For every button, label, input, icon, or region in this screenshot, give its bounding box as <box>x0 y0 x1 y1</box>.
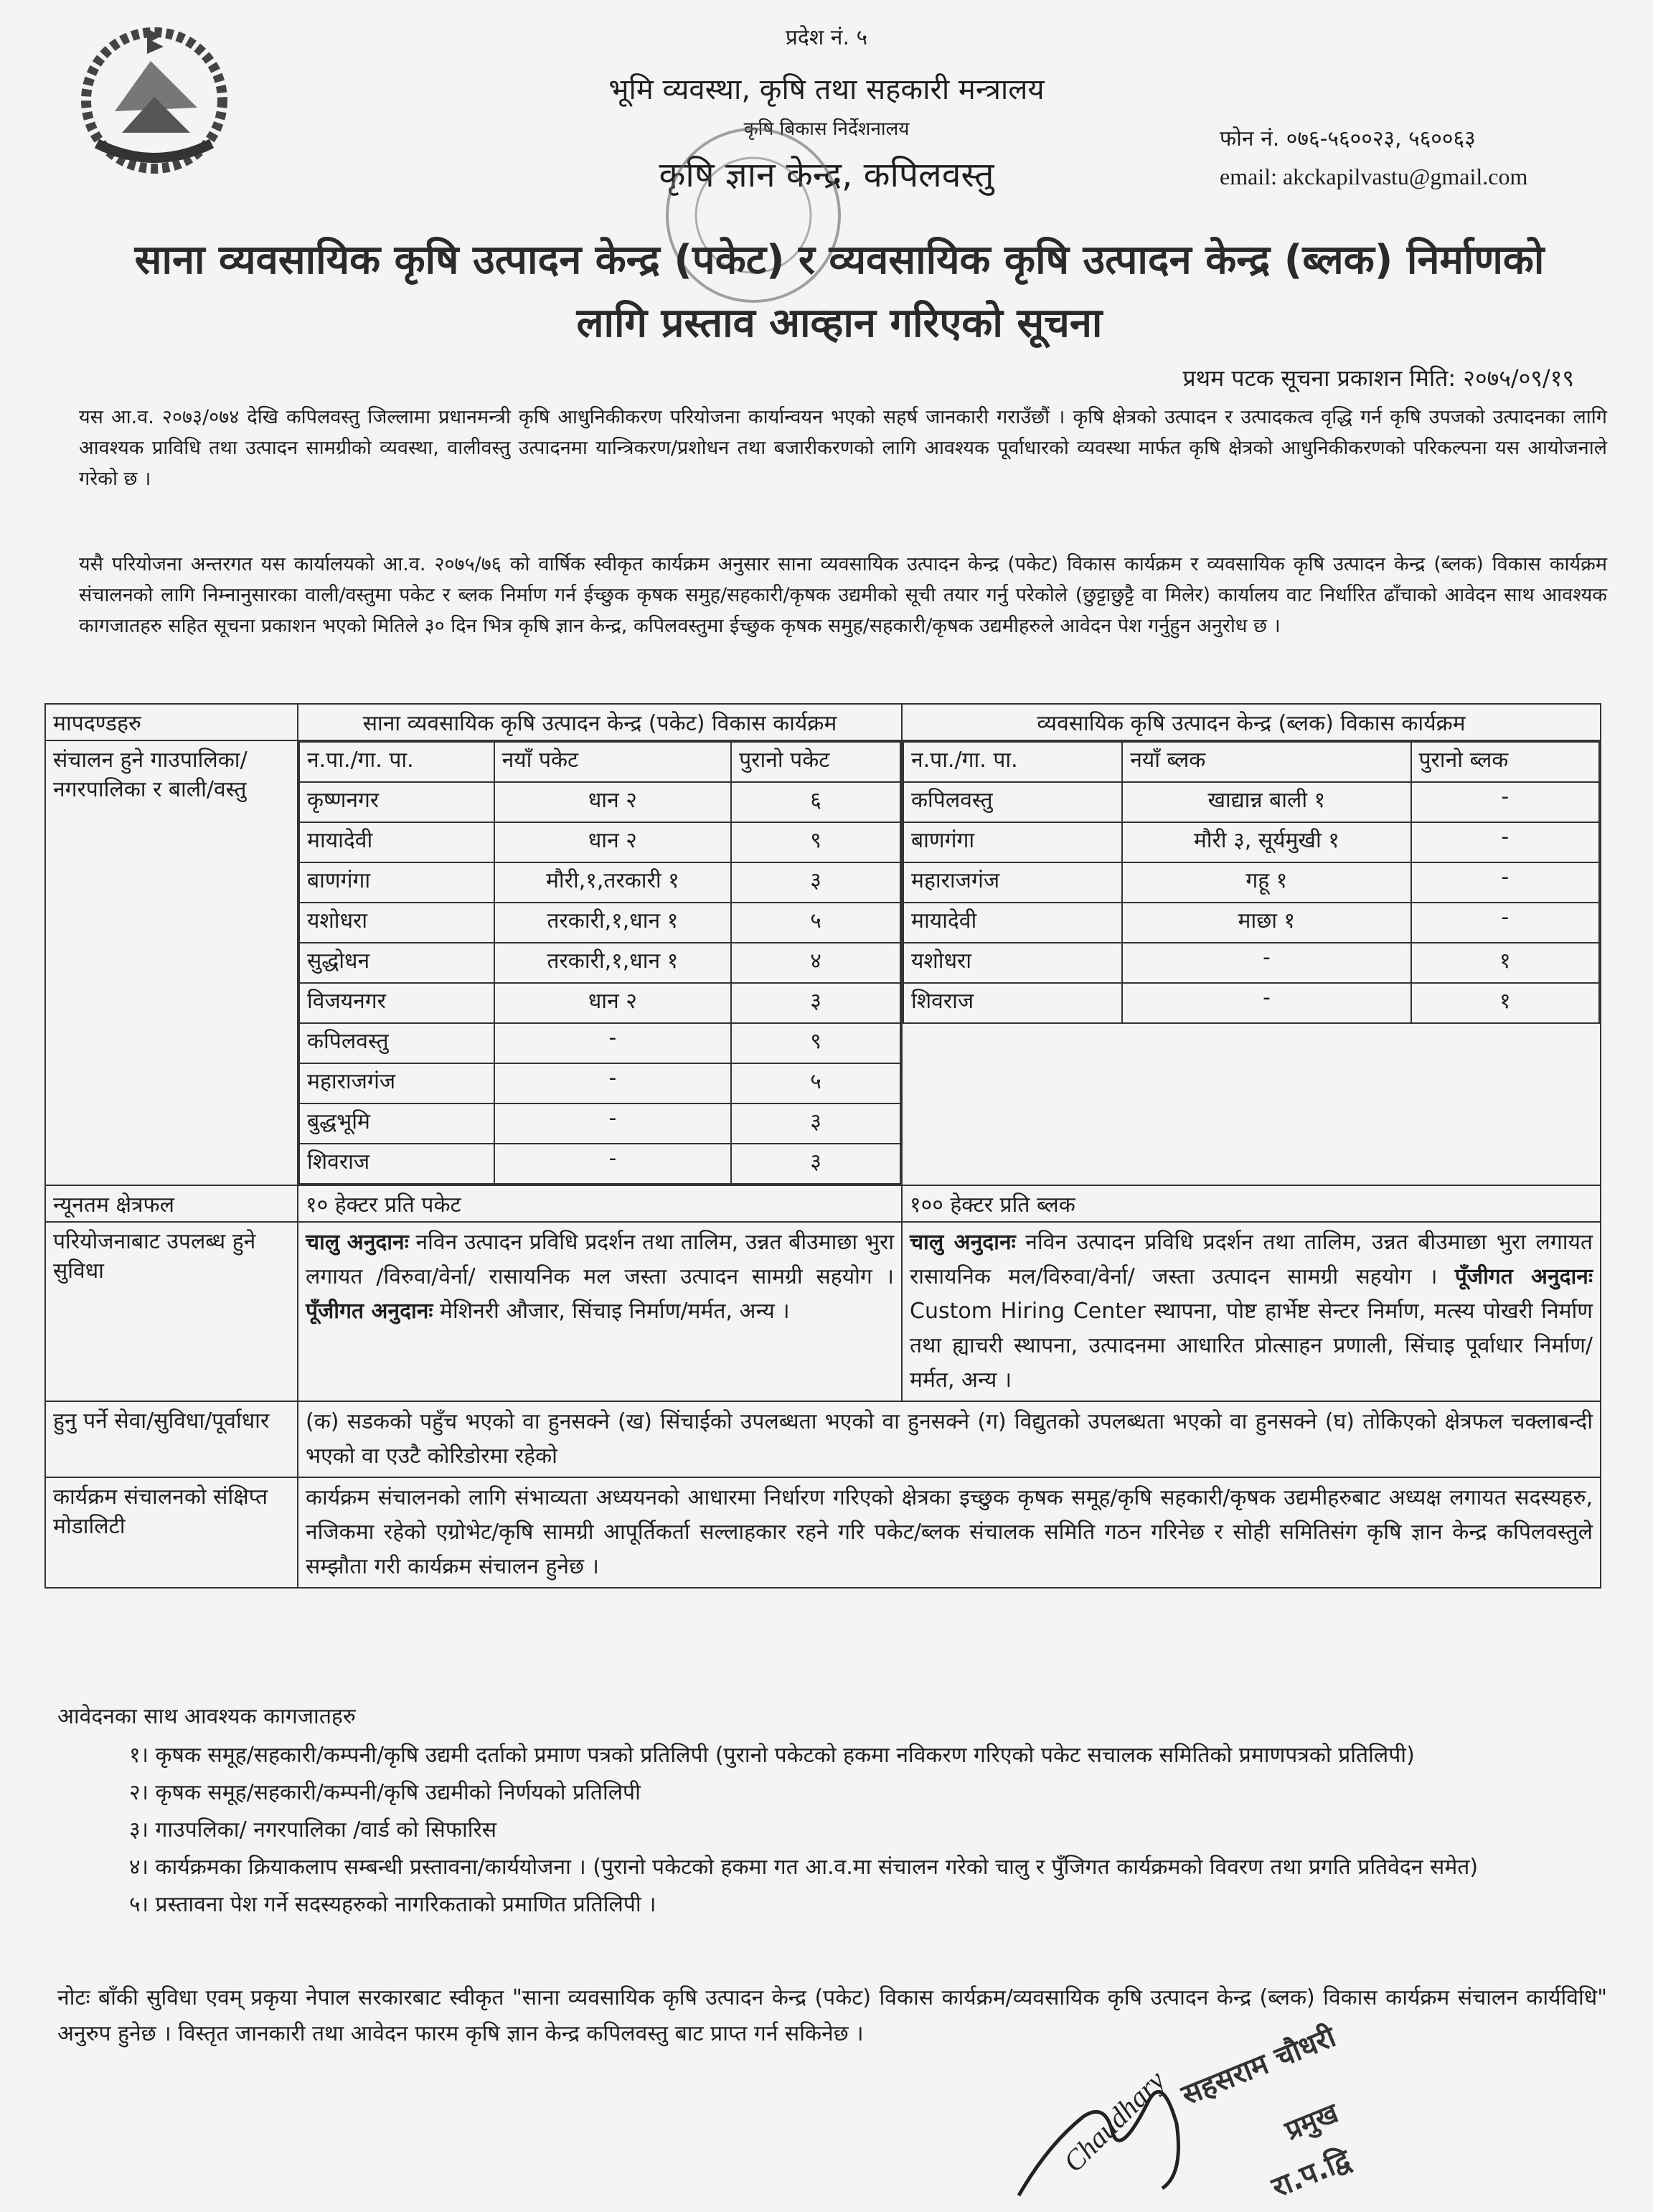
block-cell-new: माछा १ <box>1122 903 1411 943</box>
province-label: प्रदेश नं. ५ <box>785 25 868 50</box>
publication-date: प्रथम पटक सूचना प्रकाशन मिति: २०७५/०९/१९ <box>1182 364 1574 392</box>
pocket-row <box>299 1023 900 1063</box>
block-cell-new: - <box>1122 943 1411 983</box>
document-item: १। कृषक समूह/सहकारी/कम्पनी/कृषि उद्यमी दर्ताको प्रमाण पत्रको प्रतिलिपी (पुरानो पकेटको हकमा नविकरण गरिएको पकेट सचालक समितिको प्रमाणपत्रको प्रतिलिपी) <box>129 1743 1415 1768</box>
pocket-row <box>299 782 900 822</box>
pocket-row <box>299 1063 900 1103</box>
pocket-table-header <box>299 742 900 782</box>
block-cell-old: - <box>1411 903 1600 943</box>
min-area-pocket: १० हेक्टर प्रति पकेट <box>298 1185 902 1222</box>
pocket-col-municipality: न.पा./गा. पा. <box>299 742 494 782</box>
block-col-old: पुरानो ब्लक <box>1411 742 1600 782</box>
pocket-table-body <box>299 782 900 1184</box>
pocket-cell-new: तरकारी,१,धान १ <box>494 943 732 983</box>
block-table-body <box>903 782 1599 1023</box>
modality-text: कार्यक्रम संचालनको लागि संभाव्यता अध्ययनको आधारमा निर्धारण गरिएको क्षेत्रका इच्छुक कृषक समूह/कृषि सहकारी/कृषक उद्यमीहरुबाट अध्यक्ष लगायत सदस्यहरु, नजिकमा रहेको एग्रोभेट/कृषि सामग्री आपूर्तिकर्ता सल्लाहकार रहने गरि पकेट/ब्लक संचालक समिति गठन गरिनेछ र सोही समितिसंग कृषि ज्ञान केन्द्र कपिलवस्तुले सम्झौता गरी कार्यक्रम संचालन हुनेछ । <box>298 1477 1601 1588</box>
block-cell-old: १ <box>1411 983 1600 1023</box>
documents-heading: आवेदनका साथ आवश्यक कागजातहरु <box>57 1704 356 1729</box>
infrastructure-label: हुनु पर्ने सेवा/सुविधा/पूर्वाधार <box>45 1401 298 1477</box>
pocket-cell-new: - <box>494 1103 732 1144</box>
pocket-cell-new: धान २ <box>494 822 732 862</box>
pocket-cell-new: धान २ <box>494 782 732 822</box>
criteria-header: मापदण्डहरु <box>45 704 298 740</box>
pocket-row <box>299 943 900 983</box>
pocket-cell-municipality: सुद्धोधन <box>299 943 494 983</box>
pocket-cell-old: ३ <box>731 1144 900 1184</box>
pocket-cell-old: ४ <box>731 943 900 983</box>
block-cell-new: गहू १ <box>1122 862 1411 903</box>
pocket-cell-new: मौरी,१,तरकारी १ <box>494 862 732 903</box>
pocket-row <box>299 1103 900 1144</box>
pocket-cell-municipality: मायादेवी <box>299 822 494 862</box>
pocket-cell-municipality: कृष्णनगर <box>299 782 494 822</box>
signature-text: Chaudhary <box>1057 2063 1172 2178</box>
pocket-cell-old: ९ <box>731 1023 900 1063</box>
facility-pocket: चालु अनुदानः नविन उत्पादन प्रविधि प्रदर्शन तथा तालिम, उन्नत बीउमाछा भुरा लगायत /विरुवा/वेर्ना/ रासायनिक मल जस्ता उत्पादन सामग्री सहयोग । पूँजीगत अनुदानः मेशिनरी औजार, सिंचाइ निर्माण/मर्मत, अन्य । <box>298 1222 902 1401</box>
pocket-cell-municipality: बुद्धभूमि <box>299 1103 494 1144</box>
block-cell-old: १ <box>1411 943 1600 983</box>
note-paragraph: नोटः बाँकी सुविधा एवम् प्रकृया नेपाल सरकारबाट स्वीकृत "साना व्यवसायिक कृषि उत्पादन केन्द्र (पकेट) विकास कार्यक्रम/व्यवसायिक कृषि उत्पादन केन्द्र (ब्लक) विकास कार्यक्रम संचालन कार्यविधि" अनुरुप हुनेछ । विस्तृत जानकारी तथा आवेदन फारम कृषि ज्ञान केन्द्र कपिलवस्तु बाट प्राप्त गर्न सकिनेछ । <box>57 1985 1607 2046</box>
block-row <box>903 983 1599 1023</box>
document-item: ५। प्रस्तावना पेश गर्ने सदस्यहरुको नागरिकताको प्रमाणित प्रतिलिपी । <box>129 1892 656 1917</box>
email-address: email: akckapilvastu@gmail.com <box>1220 164 1528 189</box>
pocket-col-old: पुरानो पकेट <box>731 742 900 782</box>
notice-title-line1: साना व्यवसायिक कृषि उत्पादन केन्द्र (पकेट) र व्यवसायिक कृषि उत्पादन केन्द्र (ब्लक) निर्माणको <box>134 237 1545 283</box>
phone-number: फोन नं. ०७६-५६००२३, ५६००६३ <box>1220 126 1476 151</box>
pocket-cell-municipality: शिवराज <box>299 1144 494 1184</box>
seal-name: सहसराम चौधरी <box>1177 2020 1341 2112</box>
pocket-program-header: साना व्यवसायिक कृषि उत्पादन केन्द्र (पकेट) विकास कार्यक्रम <box>298 704 902 740</box>
document-item: २। कृषक समूह/सहकारी/कम्पनी/कृषि उद्यमीको निर्णयको प्रतिलिपी <box>129 1780 641 1805</box>
block-cell-municipality: शिवराज <box>903 983 1122 1023</box>
block-row <box>903 782 1599 822</box>
pocket-row <box>299 983 900 1023</box>
pocket-cell-old: ५ <box>731 903 900 943</box>
criteria-table <box>44 703 1601 1589</box>
pocket-cell-old: ३ <box>731 1103 900 1144</box>
block-cell-old: - <box>1411 822 1600 862</box>
pocket-cell-new: - <box>494 1144 732 1184</box>
facility-row <box>45 1222 1601 1401</box>
municipality-label: संचालन हुने गाउपालिका/ नगरपालिका र बाली/वस्तु <box>45 740 298 1185</box>
block-program-header: व्यवसायिक कृषि उत्पादन केन्द्र (ब्लक) विकास कार्यक्रम <box>902 704 1601 740</box>
pocket-cell-municipality: महाराजगंज <box>299 1063 494 1103</box>
facility-label: परियोजनाबाट उपलब्ध हुने सुविधा <box>45 1222 298 1401</box>
document-item: ४। कार्यक्रमका क्रियाकलाप सम्बन्धी प्रस्तावना/कार्ययोजना । (पुरानो पकेटको हकमा गत आ.व.मा संचालन गरेको चालु र पुँजिगत कार्यक्रमको विवरण तथा प्रगति प्रतिवेदन समेत) <box>129 1855 1479 1880</box>
block-table-header <box>903 742 1599 782</box>
block-cell-municipality: बाणगंगा <box>903 822 1122 862</box>
directorate-name: कृषि बिकास निर्देशनालय <box>743 118 910 140</box>
pocket-cell-new: - <box>494 1063 732 1103</box>
block-row <box>903 862 1599 903</box>
min-area-label: न्यूनतम क्षेत्रफल <box>45 1185 298 1222</box>
pocket-cell-new: धान २ <box>494 983 732 1023</box>
block-col-municipality: न.पा./गा. पा. <box>903 742 1122 782</box>
modality-label: कार्यक्रम संचालनको संक्षिप्त मोडालिटी <box>45 1477 298 1588</box>
pocket-cell-municipality: यशोधरा <box>299 903 494 943</box>
contact-info <box>1220 121 1527 195</box>
infrastructure-row <box>45 1401 1601 1477</box>
pocket-cell-old: ५ <box>731 1063 900 1103</box>
pocket-row <box>299 862 900 903</box>
block-cell-municipality: महाराजगंज <box>903 862 1122 903</box>
intro-paragraph: यस आ.व. २०७३/०७४ देखि कपिलवस्तु जिल्लामा प्रधानमन्त्री कृषि आधुनिकीकरण परियोजना कार्यान्वयन भएको सहर्ष जानकारी गराउँछौं । कृषि क्षेत्रको उत्पादन र उत्पादकत्व वृद्धि गर्न कृषि उपजको उत्पादनका लागि आवश्यक प्राविधि तथा उत्पादन सामग्रीको व्यवस्था, वालीवस्तु उत्पादनमा यान्त्रिकरण/प्रशोधन तथा बजारीकरणको लागि आवश्यक पूर्वाधारको व्यवस्था मार्फत कृषि क्षेत्रको आधुनिकीकरणको परिकल्पना यस आयोजनाले गरेको छ । <box>79 406 1607 490</box>
municipality-row <box>45 740 1601 1185</box>
pocket-row <box>299 1144 900 1184</box>
block-cell-municipality: कपिलवस्तु <box>903 782 1122 822</box>
block-cell-new: मौरी ३, सूर्यमुखी १ <box>1122 822 1411 862</box>
document-item: ३। गाउपलिका/ नगरपालिका /वार्ड को सिफारिस <box>129 1817 497 1842</box>
min-area-row <box>45 1185 1601 1222</box>
block-row <box>903 822 1599 862</box>
required-documents <box>57 1700 1607 1926</box>
pocket-cell-municipality: बाणगंगा <box>299 862 494 903</box>
pocket-row <box>299 903 900 943</box>
pocket-cell-old: ३ <box>731 862 900 903</box>
request-paragraph: यसै परियोजना अन्तरगत यस कार्यालयको आ.व. २०७५/७६ को वार्षिक स्वीकृत कार्यक्रम अनुसार साना व्यवसायिक उत्पादन केन्द्र (पकेट) विकास कार्यक्रम र व्यवसायिक कृषि उत्पादन केन्द्र (ब्लक) विकास कार्यक्रम संचालनको लागि निम्नानुसारका वाली/वस्तुमा पकेट र ब्लक निर्माण गर्न ईच्छुक कृषक समुह/सहकारी/कृषक उद्यमीको सूची तयार गर्नु परेकोले (छुट्टाछुट्टै वा मिलेर) कार्यालय वाट निर्धारित ढाँचाको आवेदन साथ आवश्यक कागजातहरु सहित सूचना प्रकाशन भएको मितिले ३० दिन भित्र कृषि ज्ञान केन्द्र, कपिलवस्तुमा ईच्छुक कृषक समुह/सहकारी/कृषक उद्यमीहरुले आवेदन पेश गर्नुहुन अनुरोध छ । <box>79 553 1607 637</box>
seal-rank: रा.प.द्वि <box>1267 2143 1355 2205</box>
office-stamp-icon <box>646 108 861 323</box>
seal-title: प्रमुख <box>1280 2096 1343 2147</box>
pocket-cell-new: - <box>494 1023 732 1063</box>
pocket-table <box>298 741 901 1185</box>
official-seal <box>1177 2020 1578 2205</box>
pocket-row <box>299 822 900 862</box>
block-cell-municipality: मायादेवी <box>903 903 1122 943</box>
pocket-cell-old: ३ <box>731 983 900 1023</box>
modality-row <box>45 1477 1601 1588</box>
infrastructure-text: (क) सडकको पहुँच भएको वा हुनसक्ने (ख) सिंचाईको उपलब्धता भएको वा हुनसक्ने (ग) विद्युतको उपलब्धता भएको वा हुनसक्ने (घ) तोकिएको क्षेत्रफल चक्लाबन्दी भएको वा एउटै कोरिडोरमा रहेको <box>298 1401 1601 1477</box>
pocket-cell-municipality: विजयनगर <box>299 983 494 1023</box>
pocket-cell-old: ९ <box>731 822 900 862</box>
min-area-block: १०० हेक्टर प्रति ब्लक <box>902 1185 1601 1222</box>
block-cell-new: खाद्यान्न बाली १ <box>1122 782 1411 822</box>
pocket-col-new: नयाँ पकेट <box>494 742 732 782</box>
block-row <box>903 943 1599 983</box>
pocket-cell-old: ६ <box>731 782 900 822</box>
notice-title-line2: लागि प्रस्ताव आव्हान गरिएको सूचना <box>576 300 1103 347</box>
block-cell-old: - <box>1411 782 1600 822</box>
table-header-row <box>45 704 1601 740</box>
block-col-new: नयाँ ब्लक <box>1122 742 1411 782</box>
documents-list <box>129 1739 1607 1921</box>
facility-block: चालु अनुदानः नविन उत्पादन प्रविधि प्रदर्शन तथा तालिम, उन्नत बीउमाछा भुरा लगायत रासायनिक मल/विरुवा/वेर्ना/ जस्ता उत्पादन सामग्री सहयोग । पूँजीगत अनुदानः Custom Hiring Center स्थापना, पोष्ट हार्भेष्ट सेन्टर निर्माण, मत्स्य पोखरी निर्माण तथा ह्याचरी स्थापना, उत्पादनमा आधारित प्रोत्साहन प्रणाली, सिंचाइ पूर्वाधार निर्माण/मर्मत, अन्य । <box>902 1222 1601 1401</box>
office-name: कृषि ज्ञान केन्द्र, कपिलवस्तु <box>659 155 994 195</box>
block-cell-old: - <box>1411 862 1600 903</box>
block-cell-new: - <box>1122 983 1411 1023</box>
pocket-cell-municipality: कपिलवस्तु <box>299 1023 494 1063</box>
block-cell-municipality: यशोधरा <box>903 943 1122 983</box>
block-row <box>903 903 1599 943</box>
block-table <box>903 741 1600 1024</box>
pocket-cell-new: तरकारी,१,धान १ <box>494 903 732 943</box>
ministry-name: भूमि व्यवस्था, कृषि तथा सहकारी मन्त्रालय <box>608 73 1045 106</box>
